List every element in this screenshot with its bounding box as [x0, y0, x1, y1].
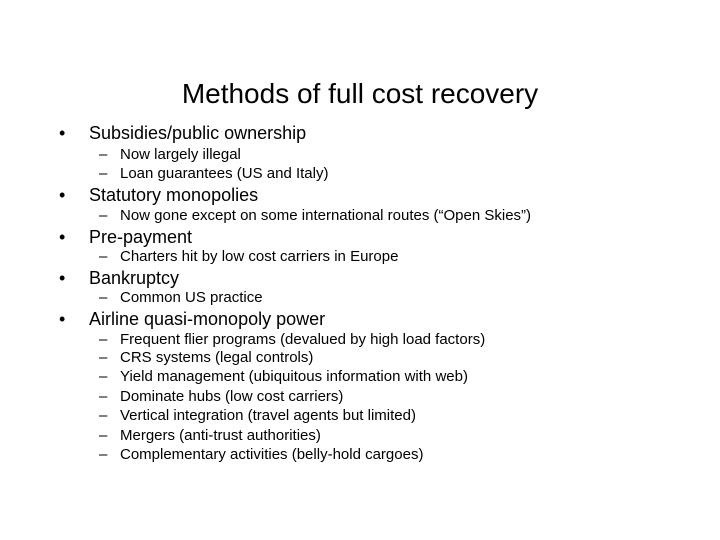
sub-bullet-label: Loan guarantees (US and Italy)	[120, 165, 329, 182]
bullet-marker: •	[59, 309, 66, 329]
sub-bullet-label: Charters hit by low cost carriers in Europe	[120, 248, 399, 265]
sub-bullet-marker: –	[99, 248, 108, 265]
sub-bullet-marker: –	[99, 289, 108, 306]
sub-bullet-marker: –	[99, 446, 108, 463]
sub-bullet-label: CRS systems (legal controls)	[120, 349, 314, 366]
sub-bullet-marker: –	[99, 207, 108, 224]
sub-bullet-marker: –	[99, 349, 108, 366]
sub-bullet-label: Complementary activities (belly-hold cargoes)	[120, 446, 424, 463]
sub-bullet-label: Frequent flier programs (devalued by high load factors)	[120, 331, 486, 348]
sub-bullet-marker: –	[99, 407, 108, 424]
bullet-marker: •	[59, 268, 66, 288]
sub-bullet-marker: –	[99, 368, 108, 385]
sub-bullet-label: Now gone except on some international routes (“Open Skies”)	[120, 207, 532, 224]
bullet-label: Statutory monopolies	[89, 185, 259, 205]
sub-bullet-label: Mergers (anti-trust authorities)	[120, 427, 321, 444]
slide-title: Methods of full cost recovery	[181, 78, 539, 109]
sub-bullet-label: Common US practice	[120, 289, 263, 306]
sub-bullet-marker: –	[99, 331, 108, 348]
sub-bullet-label: Dominate hubs (low cost carriers)	[120, 388, 344, 405]
bullet-label: Pre-payment	[89, 227, 193, 247]
bullet-marker: •	[59, 185, 66, 205]
sub-bullet-marker: –	[99, 388, 108, 405]
bullet-label: Bankruptcy	[89, 268, 180, 288]
sub-bullet-marker: –	[99, 165, 108, 182]
sub-bullet-label: Now largely illegal	[120, 146, 241, 163]
bullet-label: Airline quasi-monopoly power	[89, 309, 326, 329]
sub-bullet-marker: –	[99, 427, 108, 444]
bullet-marker: •	[59, 123, 66, 143]
sub-bullet-label: Yield management (ubiquitous information with web)	[120, 368, 468, 385]
bullet-marker: •	[59, 227, 66, 247]
bullet-label: Subsidies/public ownership	[89, 123, 307, 143]
sub-bullet-label: Vertical integration (travel agents but limited)	[120, 407, 416, 424]
sub-bullet-marker: –	[99, 146, 108, 163]
